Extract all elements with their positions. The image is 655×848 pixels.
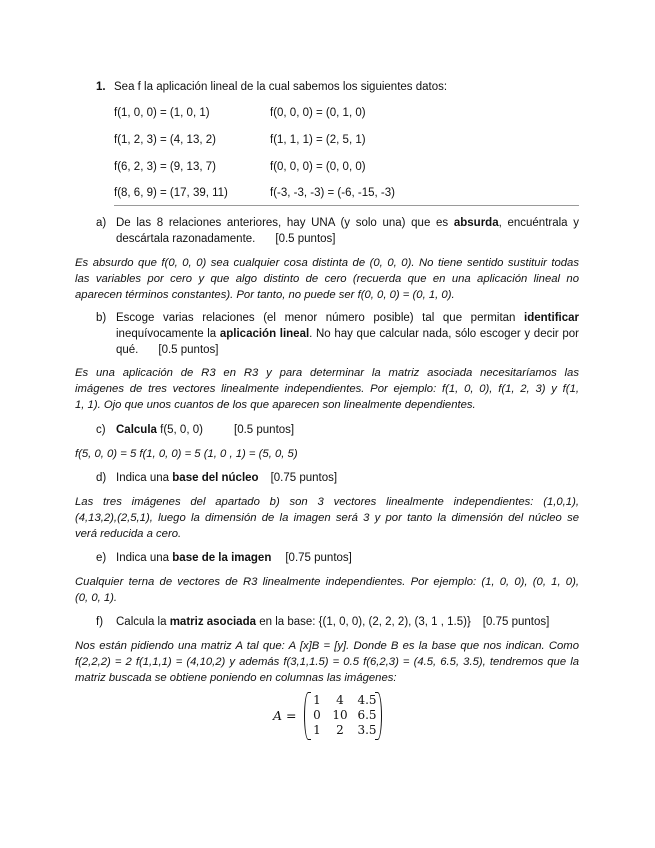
matrix-cell: 4.5 <box>357 693 377 707</box>
part-a-question-line2: descártala razonadamente. [0.5 puntos] <box>116 233 336 245</box>
data-right-1: f(0, 0, 0) = (0, 1, 0) <box>270 107 366 119</box>
part-d-answer-line3: verá reducida a cero. <box>75 528 182 540</box>
data-left-2: f(1, 2, 3) = (4, 13, 2) <box>114 134 216 146</box>
part-b-letter: b) <box>96 312 107 324</box>
part-e-letter: e) <box>96 552 107 564</box>
data-right-4: f(-3, -3, -3) = (-6, -15, -3) <box>270 187 395 199</box>
data-left-1: f(1, 0, 0) = (1, 0, 1) <box>114 107 210 119</box>
data-left-4: f(8, 6, 9) = (17, 39, 11) <box>114 187 228 199</box>
matrix-cell: 10 <box>332 708 348 722</box>
matrix-cell: 3.5 <box>357 723 377 737</box>
matrix-cell: 6.5 <box>357 708 377 722</box>
part-c-answer: f(5, 0, 0) = 5 f(1, 0, 0) = 5 (1, 0 , 1) = (5, 0, 5) <box>75 448 298 460</box>
part-d-answer-line2: (4,13,2),(2,5,1), luego la dimensión de la imagen será 3 y por tanto la dimensión del núcleo se <box>75 512 579 524</box>
part-f-letter: f) <box>96 616 104 628</box>
matrix-label: A = <box>273 708 297 723</box>
part-d-question: Indica una base del núcleo [0.75 puntos] <box>116 472 338 484</box>
part-a-question-line1: De las 8 relaciones anteriores, hay UNA (y solo una) que es absurda, encuéntrala y <box>116 217 579 229</box>
part-c-points: [0.5 puntos] <box>234 424 295 436</box>
part-a-answer-line2: las variables por cero y que algo distinto de cero (recuerda que en una aplicación lineal no <box>75 273 579 285</box>
part-f-question: Calcula la matriz asociada en la base: {(1, 0, 0), (2, 2, 2), (3, 1 , 1.5)} [0.75 puntos] <box>116 616 550 628</box>
part-c-question: Calcula f(5, 0, 0) <box>116 424 203 436</box>
table-divider <box>114 205 579 206</box>
part-a-answer-line3: aparecen términos constantes). Por tanto, no puede ser f(0, 0, 0) = (0, 1, 0). <box>75 289 455 301</box>
part-e-question: Indica una base de la imagen [0.75 puntos] <box>116 552 352 564</box>
part-d-letter: d) <box>96 472 107 484</box>
part-d-answer-line1: Las tres imágenes del apartado b) son 3 vectores linealmente independientes: (1,0,1), <box>75 496 579 508</box>
matrix-cell: 1 <box>313 693 321 707</box>
data-right-3: f(0, 0, 0) = (0, 0, 0) <box>270 161 366 173</box>
part-a-answer-line1: Es absurdo que f(0, 0, 0) sea cualquier cosa distinta de (0, 0, 0). No tiene sentido sustituir todas <box>75 257 579 269</box>
data-right-2: f(1, 1, 1) = (2, 5, 1) <box>270 134 366 146</box>
matrix-a <box>304 692 382 738</box>
data-left-3: f(6, 2, 3) = (9, 13, 7) <box>114 161 216 173</box>
part-b-answer-line3: 1, 1). Ojo que unos cuantos de los que aparecen son linealmente dependientes. <box>75 399 476 411</box>
part-e-answer-line2: (0, 0, 1). <box>75 592 118 604</box>
problem-number: 1. <box>96 81 106 93</box>
part-f-answer-line1: Nos están pidiendo una matriz A tal que: A [x]B = [y]. Donde B es la base que nos indican. Como <box>75 640 579 652</box>
part-e-answer-line1: Cualquier terna de vectores de R3 linealmente independientes. Por ejemplo: (1, 0, 0), (0, 1, 0), <box>75 576 579 588</box>
part-b-answer-line1: Es una aplicación de R3 en R3 y para determinar la matriz asociada necesitaríamos las <box>75 367 579 379</box>
problem-intro: Sea f la aplicación lineal de la cual sabemos los siguientes datos: <box>114 81 448 93</box>
matrix-cell: 2 <box>336 723 344 737</box>
part-b-question-line3: qué. [0.5 puntos] <box>116 344 219 356</box>
part-f-answer-line3: matriz buscada se obtiene poniendo en columnas las imágenes: <box>75 672 397 684</box>
matrix-cell: 4 <box>336 693 344 707</box>
part-c-letter: c) <box>96 424 106 436</box>
matrix-cell: 0 <box>313 708 321 722</box>
part-b-question-line2: inequívocamente la aplicación lineal. No hay que calcular nada, sólo escoger y decir por <box>116 328 579 340</box>
matrix-cell: 1 <box>313 723 321 737</box>
part-b-question-line1: Escoge varias relaciones (el menor número posible) tal que permitan identificar <box>116 312 579 324</box>
part-f-answer-line2: f(2,2,2) = 2 f(1,1,1) = (4,10,2) y además f(3,1,1.5) = 0.5 f(6,2,3) = (4.5, 6.5, 3.5), tendremos que la <box>75 656 579 668</box>
part-b-answer-line2: imágenes de tres vectores linealmente independientes. Por ejemplo: f(1, 0, 0), f(1, 2, 3) y f(1, <box>75 383 579 395</box>
part-a-letter: a) <box>96 217 107 229</box>
